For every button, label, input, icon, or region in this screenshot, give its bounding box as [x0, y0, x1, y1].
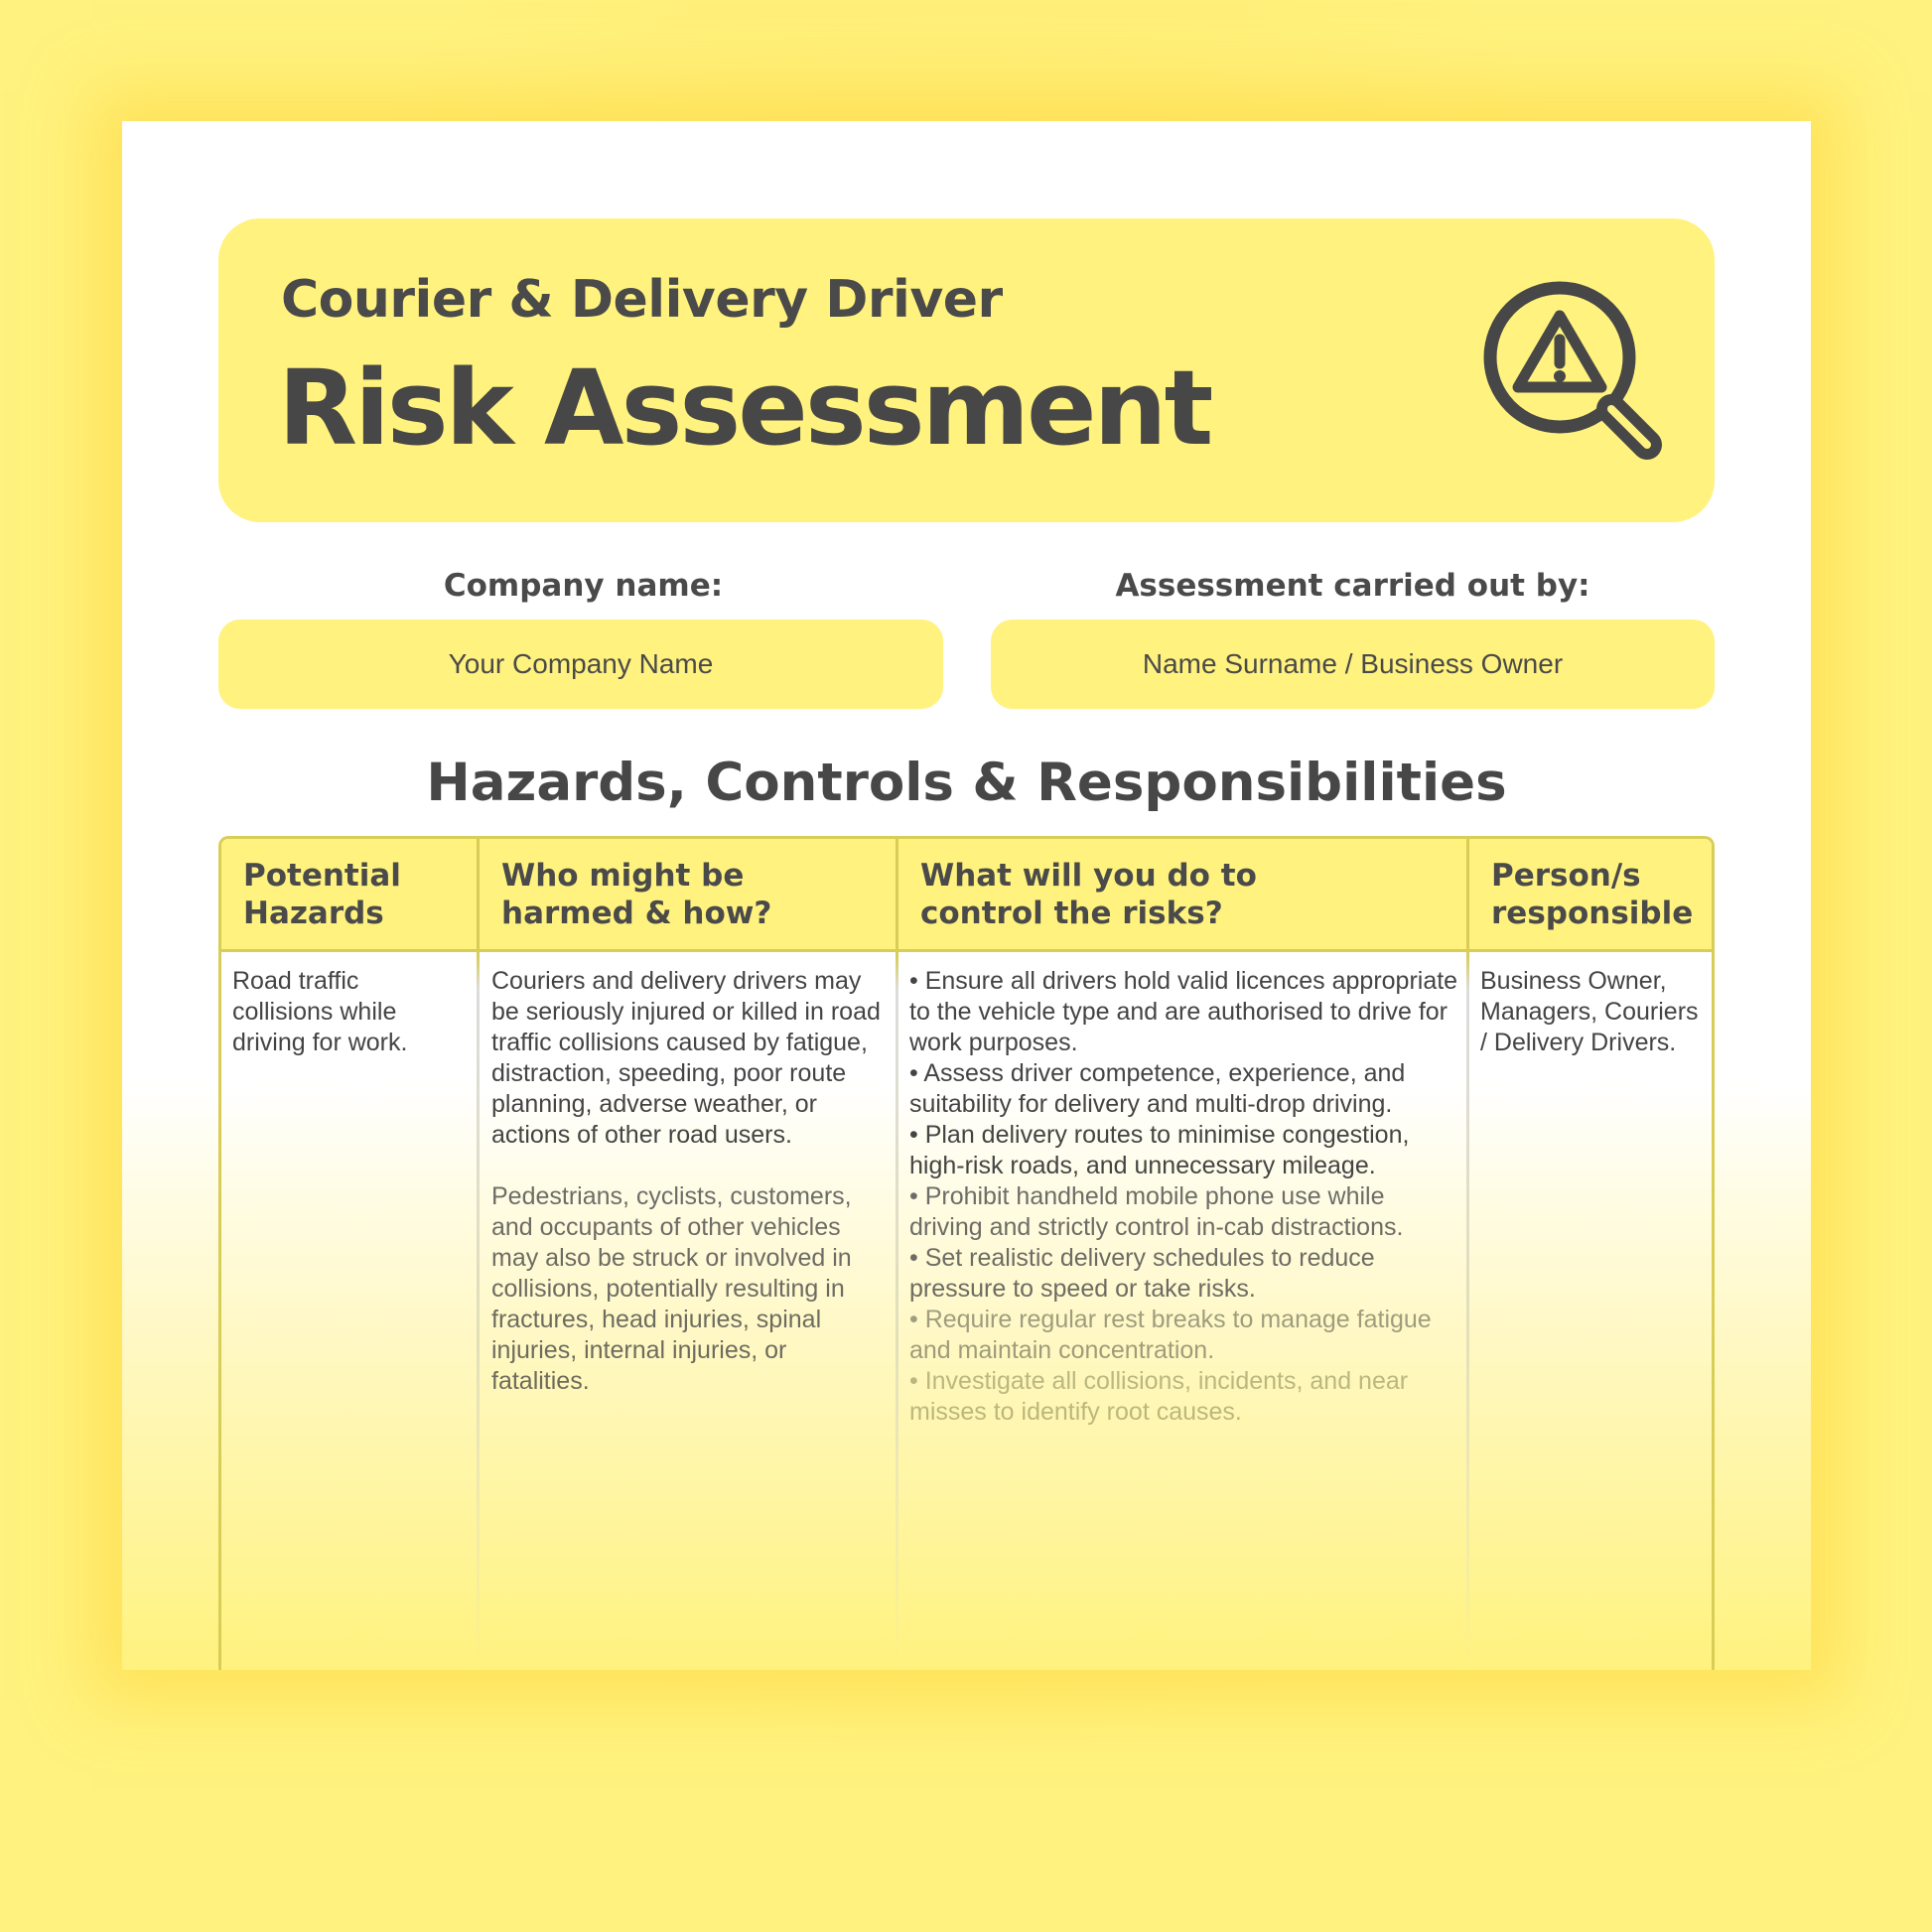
control-item: • Prohibit handheld mobile phone use while driving and strictly control in-cab distractions. — [909, 1182, 1404, 1241]
document-title: Risk Assessment — [278, 347, 1211, 469]
company-name-value: Your Company Name — [448, 648, 714, 679]
column-divider — [1466, 839, 1469, 1670]
column-divider — [896, 839, 898, 1670]
column-divider — [1712, 839, 1715, 1670]
control-item: • Assess driver competence, experience, and suitability for delivery and multi-drop driving. — [909, 1059, 1406, 1118]
who-harmed-cell — [491, 966, 889, 1397]
header-potential-hazards: Potential Hazards — [243, 858, 401, 931]
control-item: • Investigate all collisions, incidents, and near misses to identify root causes. — [909, 1367, 1409, 1426]
risk-table — [218, 836, 1715, 1670]
header-who-harmed: Who might be harmed & how? — [501, 858, 772, 931]
controls-cell — [909, 966, 1460, 1428]
document-sheet — [122, 121, 1811, 1670]
document-subtitle: Courier & Delivery Driver — [281, 270, 1003, 330]
header-controls: What will you do to control the risks? — [920, 858, 1257, 931]
responsible-cell: Business Owner, Managers, Couriers / Delivery Drivers. — [1480, 967, 1699, 1056]
company-name-field[interactable] — [218, 620, 943, 709]
company-name-label: Company name: — [443, 568, 724, 604]
section-title: Hazards, Controls & Responsibilities — [426, 753, 1507, 813]
control-item: • Ensure all drivers hold valid licences appropriate to the vehicle type and are authorised to drive for work purposes. — [909, 967, 1458, 1056]
assessor-value: Name Surname / Business Owner — [1142, 648, 1564, 679]
control-item: • Plan delivery routes to minimise congestion, high-risk roads, and unnecessary mileage. — [909, 1121, 1410, 1179]
header-banner — [218, 218, 1715, 522]
control-item: • Require regular rest breaks to manage fatigue and maintain concentration. — [909, 1306, 1432, 1364]
who-harmed-paragraph: Couriers and delivery drivers may be seriously injured or killed in road traffic collisions caused by fatigue, distraction, speeding, poor route planning, adverse weather, or actions of other road users. — [491, 967, 881, 1149]
assessor-field[interactable] — [991, 620, 1715, 709]
header-responsible: Person/s responsible — [1491, 858, 1694, 931]
table-header-row — [221, 839, 1712, 952]
who-harmed-paragraph: Pedestrians, cyclists, customers, and occupants of other vehicles may also be struck or involved in collisions, potentially resulting in fractures, head injuries, spinal injuries, internal injuries, or fatalities. — [491, 1182, 852, 1395]
control-item: • Set realistic delivery schedules to reduce pressure to speed or take risks. — [909, 1244, 1375, 1303]
hazard-cell: Road traffic collisions while driving for work. — [232, 967, 408, 1056]
assessor-label: Assessment carried out by: — [1115, 568, 1590, 604]
column-divider — [477, 839, 480, 1670]
warning-magnifier-icon — [1478, 276, 1667, 465]
